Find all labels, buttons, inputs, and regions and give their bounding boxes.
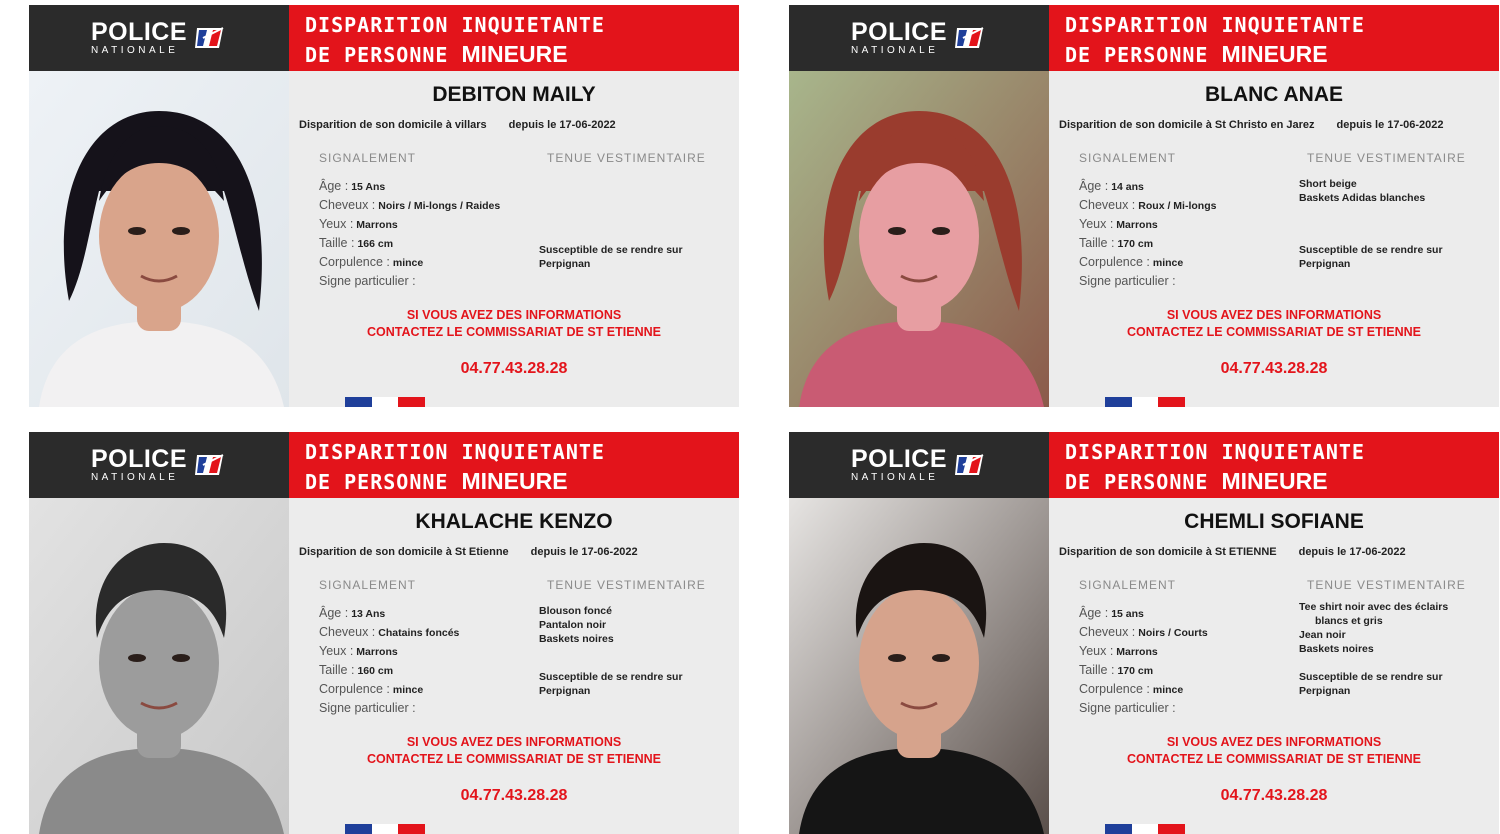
- contact-line-2: CONTACTEZ LE COMMISSARIAT DE ST ETIENNE: [367, 325, 661, 339]
- yeux-value: Marrons: [1116, 646, 1158, 658]
- banner-mineure: MINEURE: [461, 41, 568, 67]
- disappearance-date: depuis le 17-06-2022: [530, 546, 638, 558]
- susceptible-line-2: Perpignan: [1299, 258, 1351, 270]
- disappearance-date: depuis le 17-06-2022: [1336, 119, 1444, 131]
- signe-label: Signe particulier :: [319, 274, 416, 288]
- disappearance-date: depuis le 17-06-2022: [1298, 546, 1406, 558]
- police-nationale-flag-icon: [953, 451, 987, 479]
- tenue-list: [1299, 177, 1425, 205]
- cheveux-value: Noirs / Mi-longs / Raides: [378, 200, 501, 212]
- police-nationale-logo: [789, 432, 1049, 498]
- phone-number: 04.77.43.28.28: [1220, 787, 1328, 804]
- contact-message: [1049, 734, 1499, 768]
- alert-banner: [1049, 5, 1499, 71]
- age-label: Âge :: [319, 606, 349, 620]
- disappearance-line: [1059, 546, 1406, 558]
- banner-mineure: MINEURE: [1221, 468, 1328, 494]
- missing-person-card-3: [29, 432, 739, 834]
- corpulence-row: [319, 255, 423, 269]
- age-row: [319, 179, 385, 193]
- taille-value: 170 cm: [1117, 238, 1154, 250]
- person-name: CHEMLI SOFIANE: [1184, 510, 1364, 533]
- missing-person-photo: [29, 498, 289, 834]
- taille-value: 160 cm: [357, 665, 394, 677]
- tenue-item: Baskets Adidas blanches: [1299, 192, 1426, 204]
- age-value: 13 Ans: [351, 608, 386, 620]
- corpulence-label: Corpulence :: [1079, 682, 1150, 696]
- phone-number: 04.77.43.28.28: [1220, 360, 1328, 377]
- banner-line-2: [305, 468, 739, 495]
- corpulence-label: Corpulence :: [319, 255, 390, 269]
- yeux-row: [319, 217, 398, 231]
- disappearance-place: Disparition de son domicile à St Christo en Jarez: [1059, 119, 1315, 131]
- yeux-row: [1079, 217, 1158, 231]
- tenue-list: [1299, 600, 1448, 656]
- police-nationale-logo: [29, 432, 289, 498]
- tenue-item: Short beige: [1299, 178, 1357, 190]
- signalement-header: SIGNALEMENT: [1079, 151, 1177, 165]
- susceptible-line-1: Susceptible de se rendre sur: [539, 671, 683, 683]
- susceptible-line-1: Susceptible de se rendre sur: [1299, 671, 1443, 683]
- person-name: DEBITON MAILY: [432, 83, 596, 106]
- contact-line-1: SI VOUS AVEZ DES INFORMATIONS: [1166, 308, 1382, 322]
- age-label: Âge :: [319, 179, 349, 193]
- tenue-item: Baskets noires: [539, 633, 614, 645]
- tenue-header: TENUE VESTIMENTAIRE: [547, 151, 706, 165]
- police-nationale-flag-icon: [953, 24, 987, 52]
- person-photo-illustration: [789, 71, 1049, 407]
- disappearance-line: [299, 119, 616, 131]
- alert-banner: [1049, 432, 1499, 498]
- french-flag-icon: [1105, 824, 1185, 834]
- signe-row: [1079, 274, 1176, 288]
- cheveux-row: [1079, 198, 1216, 212]
- logo-nationale-text: NATIONALE: [90, 472, 179, 483]
- signe-label: Signe particulier :: [1079, 701, 1176, 715]
- cheveux-row: [319, 625, 459, 639]
- corpulence-label: Corpulence :: [319, 682, 390, 696]
- tenue-item: Pantalon noir: [539, 619, 607, 631]
- signe-label: Signe particulier :: [1079, 274, 1176, 288]
- signalement-header: SIGNALEMENT: [319, 578, 417, 592]
- missing-person-card-4: [789, 432, 1499, 834]
- person-name: BLANC ANAE: [1204, 83, 1344, 106]
- corpulence-value: mince: [1152, 684, 1184, 696]
- susceptible-note: [539, 243, 683, 271]
- info-panel: [1049, 71, 1499, 407]
- taille-label: Taille :: [319, 663, 355, 677]
- alert-banner: [289, 5, 739, 71]
- tenue-item: blancs et gris: [1315, 615, 1383, 627]
- contact-message: [289, 734, 739, 768]
- corpulence-row: [1079, 682, 1183, 696]
- person-photo-illustration: [789, 498, 1049, 834]
- taille-label: Taille :: [319, 236, 355, 250]
- banner-mineure: MINEURE: [1221, 41, 1328, 67]
- cheveux-value: Noirs / Courts: [1138, 627, 1208, 639]
- age-value: 15 Ans: [351, 181, 386, 193]
- age-label: Âge :: [1079, 179, 1109, 193]
- cheveux-row: [319, 198, 500, 212]
- missing-person-card-2: [789, 5, 1499, 407]
- cheveux-value: Chatains foncés: [378, 627, 460, 639]
- missing-person-photo: [789, 498, 1049, 834]
- banner-line-1: DISPARITION INQUIETANTE: [1065, 13, 1365, 37]
- tenue-item: Jean noir: [1299, 629, 1346, 641]
- taille-row: [319, 663, 393, 677]
- disappearance-place: Disparition de son domicile à St ETIENNE: [1059, 546, 1277, 558]
- tenue-item: Tee shirt noir avec des éclairs: [1299, 601, 1449, 613]
- banner-line-1: DISPARITION INQUIETANTE: [305, 440, 605, 464]
- susceptible-line-1: Susceptible de se rendre sur: [539, 244, 683, 256]
- person-name: KHALACHE KENZO: [415, 510, 613, 533]
- person-photo-illustration: [29, 498, 289, 834]
- missing-person-card-1: [29, 5, 739, 407]
- yeux-label: Yeux :: [319, 644, 354, 658]
- yeux-value: Marrons: [356, 646, 398, 658]
- banner-line-1: DISPARITION INQUIETANTE: [305, 13, 605, 37]
- banner-line-2-prefix: DE PERSONNE: [305, 43, 449, 67]
- disappearance-line: [1059, 119, 1444, 131]
- french-flag-icon: [1105, 397, 1185, 407]
- taille-row: [1079, 663, 1153, 677]
- susceptible-note: [539, 670, 683, 698]
- susceptible-line-2: Perpignan: [1299, 685, 1351, 697]
- taille-row: [319, 236, 393, 250]
- logo-police-text: POLICE: [850, 445, 948, 473]
- yeux-value: Marrons: [1116, 219, 1158, 231]
- logo-police-text: POLICE: [850, 18, 948, 46]
- info-panel: [289, 71, 739, 407]
- phone-number: 04.77.43.28.28: [460, 360, 568, 377]
- missing-person-photo: [789, 71, 1049, 407]
- tenue-header: TENUE VESTIMENTAIRE: [547, 578, 706, 592]
- logo-nationale-text: NATIONALE: [90, 45, 179, 56]
- tenue-header: TENUE VESTIMENTAIRE: [1307, 578, 1466, 592]
- corpulence-row: [319, 682, 423, 696]
- police-nationale-flag-icon: [193, 24, 227, 52]
- logo-police-text: POLICE: [90, 445, 188, 473]
- banner-line-2: [1065, 41, 1499, 68]
- banner-line-2-prefix: DE PERSONNE: [305, 470, 449, 494]
- susceptible-line-2: Perpignan: [539, 685, 591, 697]
- tenue-header: TENUE VESTIMENTAIRE: [1307, 151, 1466, 165]
- signe-label: Signe particulier :: [319, 701, 416, 715]
- taille-value: 166 cm: [357, 238, 394, 250]
- french-flag-icon: [345, 824, 425, 834]
- tenue-item: Blouson foncé: [539, 605, 612, 617]
- taille-value: 170 cm: [1117, 665, 1154, 677]
- logo-nationale-text: NATIONALE: [850, 45, 939, 56]
- missing-person-photo: [29, 71, 289, 407]
- taille-label: Taille :: [1079, 236, 1115, 250]
- age-row: [319, 606, 385, 620]
- susceptible-note: [1299, 670, 1443, 698]
- susceptible-note: [1299, 243, 1443, 271]
- cheveux-label: Cheveux :: [1079, 625, 1136, 639]
- police-nationale-flag-icon: [193, 451, 227, 479]
- age-label: Âge :: [1079, 606, 1109, 620]
- signalement-header: SIGNALEMENT: [319, 151, 417, 165]
- yeux-row: [319, 644, 398, 658]
- susceptible-line-2: Perpignan: [539, 258, 591, 270]
- cheveux-value: Roux / Mi-longs: [1138, 200, 1217, 212]
- person-photo-illustration: [29, 71, 289, 407]
- corpulence-value: mince: [1152, 257, 1184, 269]
- contact-line-2: CONTACTEZ LE COMMISSARIAT DE ST ETIENNE: [1127, 325, 1421, 339]
- tenue-item: Baskets noires: [1299, 643, 1374, 655]
- contact-line-1: SI VOUS AVEZ DES INFORMATIONS: [406, 735, 622, 749]
- signalement-header: SIGNALEMENT: [1079, 578, 1177, 592]
- alert-banner: [289, 432, 739, 498]
- age-value: 15 ans: [1111, 608, 1144, 620]
- french-flag-icon: [345, 397, 425, 407]
- police-nationale-logo: [29, 5, 289, 71]
- disappearance-line: [299, 546, 638, 558]
- corpulence-value: mince: [392, 257, 424, 269]
- age-row: [1079, 606, 1144, 620]
- info-panel: [1049, 498, 1499, 834]
- phone-number: 04.77.43.28.28: [460, 787, 568, 804]
- signe-row: [319, 701, 416, 715]
- taille-row: [1079, 236, 1153, 250]
- logo-police-text: POLICE: [90, 18, 188, 46]
- corpulence-row: [1079, 255, 1183, 269]
- susceptible-line-1: Susceptible de se rendre sur: [1299, 244, 1443, 256]
- contact-line-2: CONTACTEZ LE COMMISSARIAT DE ST ETIENNE: [1127, 752, 1421, 766]
- cheveux-label: Cheveux :: [319, 198, 376, 212]
- taille-label: Taille :: [1079, 663, 1115, 677]
- disappearance-place: Disparition de son domicile à villars: [299, 119, 487, 131]
- age-row: [1079, 179, 1144, 193]
- corpulence-label: Corpulence :: [1079, 255, 1150, 269]
- yeux-label: Yeux :: [1079, 644, 1114, 658]
- age-value: 14 ans: [1111, 181, 1144, 193]
- banner-line-2: [305, 41, 739, 68]
- disappearance-date: depuis le 17-06-2022: [508, 119, 616, 131]
- yeux-row: [1079, 644, 1158, 658]
- contact-line-1: SI VOUS AVEZ DES INFORMATIONS: [1166, 735, 1382, 749]
- contact-message: [1049, 307, 1499, 341]
- logo-nationale-text: NATIONALE: [850, 472, 939, 483]
- disappearance-place: Disparition de son domicile à St Etienne: [299, 546, 509, 558]
- contact-line-1: SI VOUS AVEZ DES INFORMATIONS: [406, 308, 622, 322]
- signe-row: [1079, 701, 1176, 715]
- cheveux-row: [1079, 625, 1208, 639]
- contact-line-2: CONTACTEZ LE COMMISSARIAT DE ST ETIENNE: [367, 752, 661, 766]
- info-panel: [289, 498, 739, 834]
- tenue-list: [539, 604, 614, 646]
- banner-mineure: MINEURE: [461, 468, 568, 494]
- banner-line-2-prefix: DE PERSONNE: [1065, 470, 1209, 494]
- banner-line-1: DISPARITION INQUIETANTE: [1065, 440, 1365, 464]
- yeux-label: Yeux :: [319, 217, 354, 231]
- corpulence-value: mince: [392, 684, 424, 696]
- signe-row: [319, 274, 416, 288]
- yeux-label: Yeux :: [1079, 217, 1114, 231]
- cheveux-label: Cheveux :: [1079, 198, 1136, 212]
- banner-line-2-prefix: DE PERSONNE: [1065, 43, 1209, 67]
- cheveux-label: Cheveux :: [319, 625, 376, 639]
- police-nationale-logo: [789, 5, 1049, 71]
- contact-message: [289, 307, 739, 341]
- yeux-value: Marrons: [356, 219, 398, 231]
- banner-line-2: [1065, 468, 1499, 495]
